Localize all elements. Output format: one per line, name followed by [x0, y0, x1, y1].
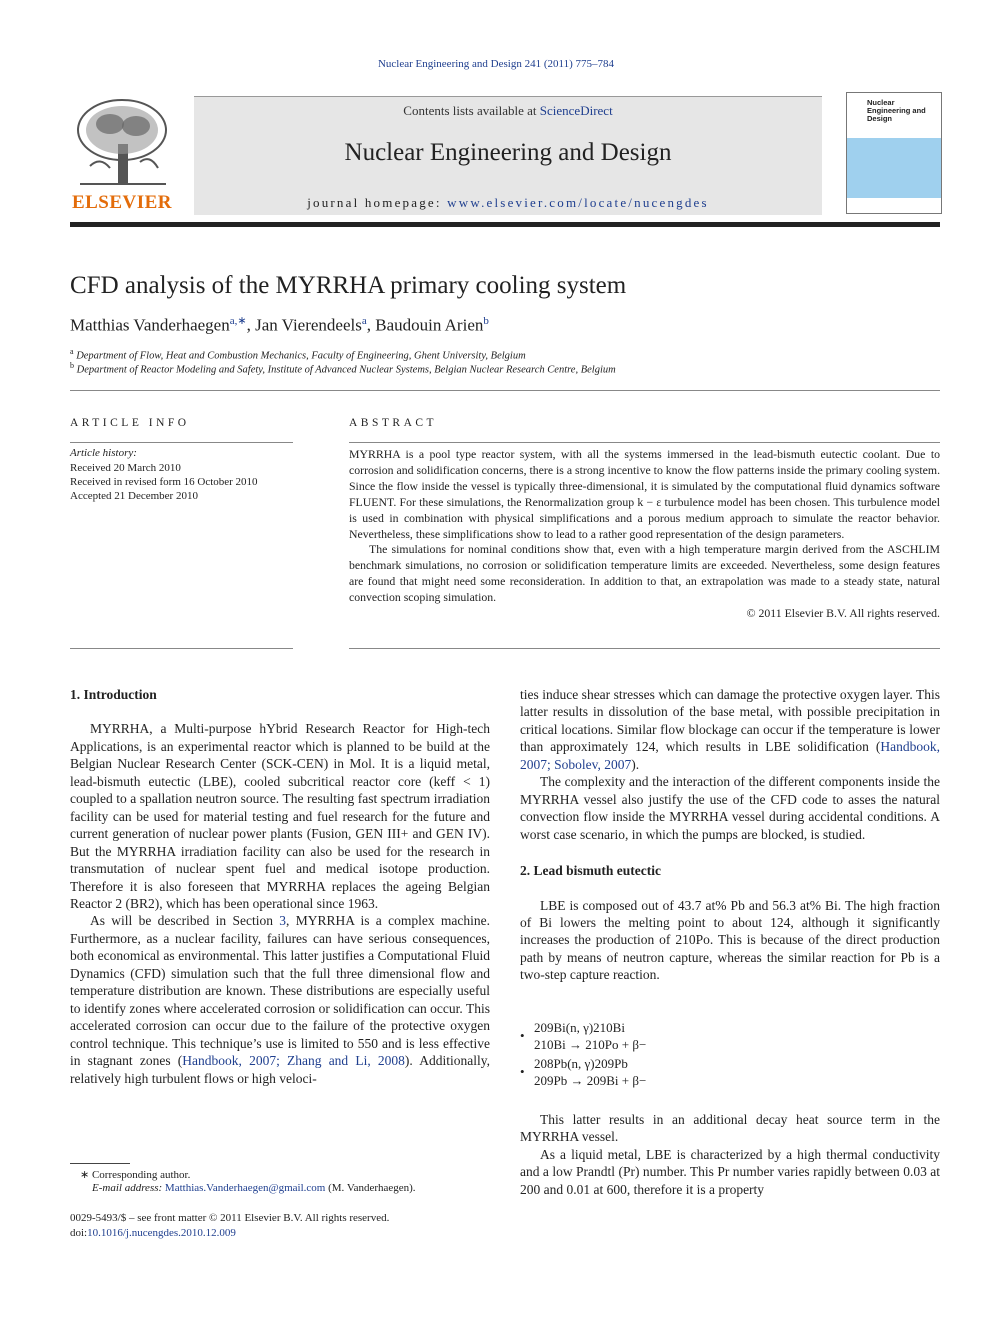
text-span: , MYRRHA is a complex machine. Furthermore, as a nuclear facility, failures can have serious consequences, both economical as environmental. This latter justifies a Computational Fluid Dynamics (CFD) simulation such that the full three dimensional flow and temperature distribution are known. These distributions are especially useful to identify zones where accelerated corrosion or solidification can occur. This accelerated corrosion can occur due to the failure of the protective oxygen control technique. This technique’s use is limited to 550 and is less effective in stagnant zones (: [70, 913, 490, 1069]
body-paragraph: MYRRHA, a Multi-purpose hYbrid Research Reactor for High-tech Applications, is an experimental reactor which is planned to be build at the Belgian Nuclear Research Center (SCK-CEN) in Mol. It is a liquid metal, lead-bismuth eutectic (LBE), cooled subcritical reactor core (keff < 1) coupled to a spallation neutron source. The resulting fast spectrum irradiation facility can be used for material testing and fuel research for the future and current generation of nuclear power plants (Fusion, GEN III+ and GEN IV). But the MYRRHA irradiation facility can also be used for the research in transmutation of nuclear spent fuel and medical isotope production. Therefore it is also foreseen that MYRRHA replaces the ageing Belgian Reactor 2 (BR2), which has been operational since 1963.: [70, 721, 490, 911]
article-info-heading: ARTICLE INFO: [70, 417, 190, 429]
homepage-link[interactable]: www.elsevier.com/locate/nucengdes: [447, 195, 709, 210]
abstract-rule: [349, 442, 940, 443]
author-affiliation-mark[interactable]: a,∗: [229, 315, 247, 327]
author-separator: ,: [246, 315, 256, 335]
contents-line: [194, 103, 822, 119]
author-affiliation-mark[interactable]: a: [361, 315, 367, 327]
contents-prefix: Contents lists available at: [403, 103, 540, 118]
homepage-line: [194, 195, 822, 211]
elsevier-tree-icon: [70, 96, 174, 190]
author-separator: ,: [366, 315, 376, 335]
elsevier-logo[interactable]: [70, 96, 174, 214]
text-span: ). Additionally, relatively high turbulent flows or high veloci-: [70, 1053, 490, 1086]
author-list: [70, 314, 489, 336]
doi-label: doi:: [70, 1227, 88, 1239]
cover-footer: [847, 198, 941, 213]
sciencedirect-link[interactable]: ScienceDirect: [539, 103, 613, 118]
citation-link[interactable]: Handbook, 2007; Sobolev, 2007: [520, 739, 940, 772]
text-span: As will be described in Section: [90, 913, 280, 929]
history-accepted: Accepted 21 December 2010: [70, 490, 198, 502]
history-revised: Received in revised form 16 October 2010: [70, 476, 258, 488]
right-column-continued: [520, 1111, 940, 1198]
section-heading-introduction: 1. Introduction: [70, 687, 157, 702]
abstract-bottom-rule: [349, 648, 940, 649]
journal-name: Nuclear Engineering and Design: [344, 139, 672, 166]
elsevier-wordmark: ELSEVIER: [71, 192, 173, 213]
cover-header: [847, 93, 941, 138]
reaction-equation: 210Bi → 210Po + β−: [534, 1037, 647, 1052]
bullet: •: [520, 1028, 525, 1043]
affiliation-mark: b: [70, 361, 74, 370]
reaction-list-item: [520, 1019, 646, 1053]
history-received: Received 20 March 2010: [70, 462, 181, 474]
reaction-equation: 208Pb(n, γ)209Pb: [534, 1056, 628, 1071]
email-link[interactable]: Matthias.Vanderhaegen@gmail.com: [164, 1182, 326, 1194]
affiliation-b: [70, 361, 616, 376]
article-history-label: Article history:: [70, 447, 137, 459]
abstract-paragraph: The simulations for nominal conditions show that, even with a high temperature margin derived from the ASCHLIM benchmark simulations, no corrosion or solidification temperature limits are exceeded. Nevertheless, some design features are found that might need some reconsideration. In addition to that, an extrapolation was made to a steady state, natural convection scoping simulation.: [349, 542, 940, 605]
affiliation-rule: [70, 390, 940, 391]
left-column: [70, 686, 490, 1087]
issn-line: 0029-5493/$ – see front matter © 2011 Elsevier B.V. All rights reserved.: [70, 1212, 390, 1224]
homepage-prefix: journal homepage:: [307, 195, 448, 210]
body-paragraph: As a liquid metal, LBE is characterized by a high thermal conductivity and a low Prandtl (Pr) number. This Pr number varies rapidly between 0.03 at 200 and 0.01 at 600, therefore it is a property: [520, 1146, 940, 1197]
body-paragraph: [520, 686, 940, 773]
author-name: Jan Vierendeels: [255, 315, 362, 335]
author-name: Baudouin Arien: [375, 315, 484, 335]
section-link[interactable]: 3: [279, 913, 287, 929]
bullet: •: [520, 1064, 525, 1079]
abstract-body: [349, 447, 940, 622]
article-title: CFD analysis of the MYRRHA primary cooling system: [70, 272, 627, 299]
doi-link[interactable]: 10.1016/j.nucengdes.2010.12.009: [87, 1227, 236, 1239]
affiliation-text: Department of Reactor Modeling and Safety, Institute of Advanced Nuclear Systems, Belgian Nuclear Research Centre, Belgium: [76, 364, 616, 376]
author-affiliation-mark[interactable]: b: [483, 315, 489, 327]
citation-link[interactable]: Handbook, 2007; Zhang and Li, 2008: [182, 1053, 405, 1069]
affiliation-text: Department of Flow, Heat and Combustion Mechanics, Faculty of Engineering, Ghent University, Belgium: [76, 350, 526, 362]
body-paragraph: This latter results in an additional decay heat source term in the MYRRHA vessel.: [520, 1112, 940, 1145]
reaction-list-item: [520, 1055, 646, 1089]
affiliation-mark: a: [70, 347, 74, 356]
journal-banner: [194, 96, 822, 215]
journal-cover-thumbnail[interactable]: [846, 92, 942, 214]
abstract-paragraph: MYRRHA is a pool type reactor system, with all the systems immersed in the lead-bismuth eutectic coolant. Due to corrosion and solidification concerns, there is a strong incentive to know the flow patterns inside the primary cooling system. Since the flow inside the vessel is typically three-dimensional, it is simulated by the computational fluid dynamics software FLUENT. For these simulations, the Renormalization group k − ε turbulence model has been chosen. This turbulence model is used in combination with physical simplifications and a porous medium approach to simulate the reactor behavior. Nevertheless, these simplifications show to lead to a rather good representation of the design parameters.: [349, 447, 941, 541]
footnote-rule: [70, 1163, 130, 1164]
corresponding-author-note: ∗ Corresponding author.: [80, 1169, 191, 1181]
email-suffix: (M. Vanderhaegen).: [325, 1182, 416, 1194]
doi-line: [70, 1227, 236, 1239]
right-column: [520, 686, 940, 984]
text-span: ).: [631, 756, 640, 772]
body-paragraph: LBE is composed out of 43.7 at% Pb and 56.3 at% Bi. The high fraction of Bi lowers the melting point to about 124, although it significantly increases the production of 210Po. This is because of the direct production path by means of neutron capture, whereas the similar reaction for Pb is a two-step capture reaction.: [520, 897, 940, 983]
header-rule: [70, 222, 940, 227]
cover-title: Nuclear Engineering and Design: [867, 98, 926, 123]
reaction-equation: 209Pb → 209Bi + β−: [534, 1073, 647, 1088]
cover-image: [847, 138, 941, 198]
article-info-bottom-rule: [70, 648, 293, 649]
abstract-heading: ABSTRACT: [349, 417, 438, 429]
email-label: E-mail address:: [92, 1182, 165, 1194]
text-span: ties induce shear stresses which can damage the protective oxygen layer. This latter results in dissolution of the base metal, with possible precipitation in critical locations. Similar flow blockage can occur if the temperature is lower than approximately 124, which results in LBE solidification (: [520, 687, 940, 755]
author-name: Matthias Vanderhaegen: [70, 315, 230, 335]
copyright-line: © 2011 Elsevier B.V. All rights reserved.: [746, 606, 940, 621]
affiliation-a: [70, 347, 526, 362]
body-paragraph: The complexity and the interaction of the different components inside the MYRRHA vessel also justify the use of the CFD code to asses the natural convection flow inside the MYRRHA vessel during accidental conditions. A worst case scenario, in which the pumps are blocked, is studied.: [520, 774, 940, 842]
email-note: [92, 1182, 416, 1194]
journal-reference[interactable]: Nuclear Engineering and Design 241 (2011) 775–784: [377, 58, 615, 70]
reaction-equation: 209Bi(n, γ)210Bi: [534, 1020, 625, 1035]
article-info-rule: [70, 442, 293, 443]
section-heading-lbe: 2. Lead bismuth eutectic: [520, 863, 661, 879]
body-paragraph: [70, 912, 490, 1087]
